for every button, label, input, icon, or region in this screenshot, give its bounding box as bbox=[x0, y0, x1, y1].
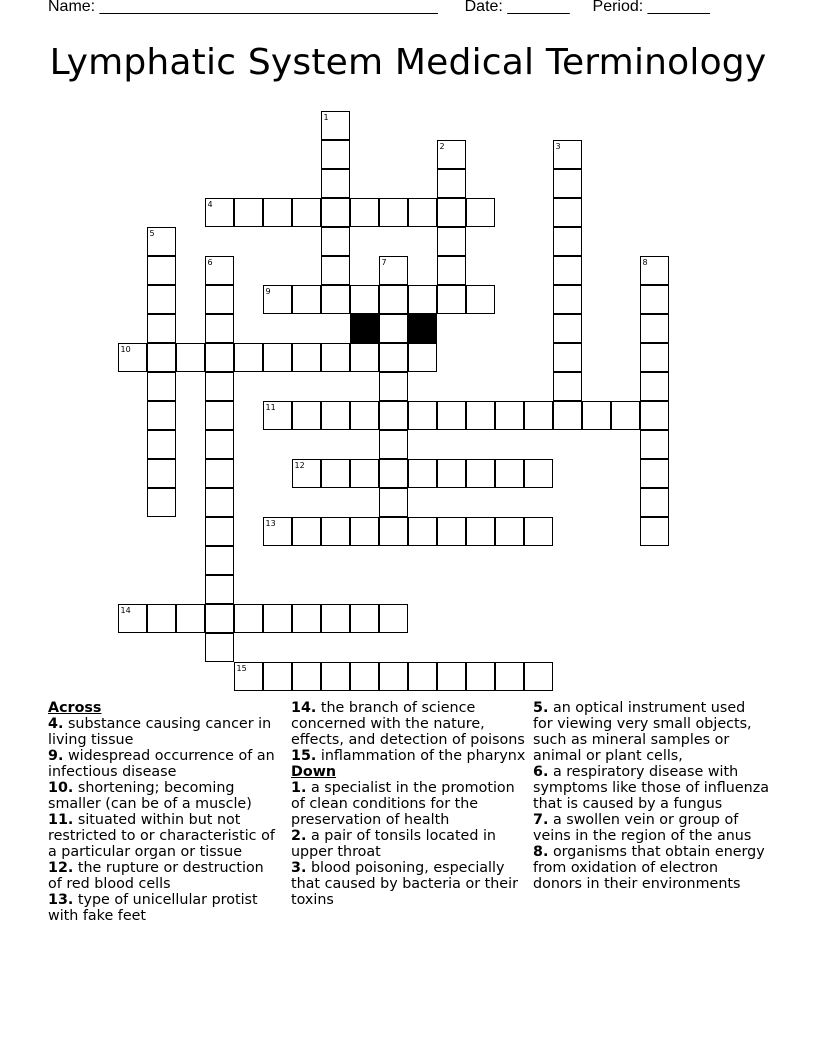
grid-cell[interactable] bbox=[263, 662, 292, 691]
grid-cell[interactable] bbox=[379, 430, 408, 459]
grid-cell[interactable] bbox=[205, 633, 234, 662]
grid-cell[interactable] bbox=[263, 401, 292, 430]
grid-cell[interactable] bbox=[205, 285, 234, 314]
grid-cell[interactable] bbox=[466, 459, 495, 488]
grid-cell[interactable] bbox=[205, 430, 234, 459]
grid-cell[interactable] bbox=[263, 604, 292, 633]
clue-down-3: 3. blood poisoning, especially that caused by bacteria or their toxins bbox=[291, 860, 518, 908]
grid-cell[interactable] bbox=[321, 169, 350, 198]
grid-cell[interactable] bbox=[234, 604, 263, 633]
grid-cell[interactable] bbox=[176, 343, 205, 372]
grid-cell[interactable] bbox=[640, 256, 669, 285]
date-field-label: Date: _______ bbox=[464, 0, 570, 15]
grid-cell[interactable] bbox=[321, 343, 350, 372]
clue-number: 12 bbox=[294, 460, 305, 470]
grid-cell[interactable] bbox=[205, 314, 234, 343]
grid-cell[interactable] bbox=[640, 459, 669, 488]
clue-down-2: 2. a pair of tonsils located in upper throat bbox=[291, 828, 496, 860]
grid-cell[interactable] bbox=[379, 604, 408, 633]
grid-cell[interactable] bbox=[437, 285, 466, 314]
grid-cell[interactable] bbox=[292, 343, 321, 372]
grid-cell[interactable] bbox=[495, 517, 524, 546]
grid-cell[interactable] bbox=[176, 604, 205, 633]
grid-cell[interactable] bbox=[408, 459, 437, 488]
grid-cell[interactable] bbox=[553, 314, 582, 343]
grid-cell[interactable] bbox=[292, 285, 321, 314]
grid-cell[interactable] bbox=[466, 517, 495, 546]
grid-cell[interactable] bbox=[408, 343, 437, 372]
black-square bbox=[408, 314, 437, 343]
grid-cell[interactable] bbox=[524, 401, 553, 430]
clues-column-1 bbox=[48, 700, 276, 924]
grid-cell[interactable] bbox=[379, 198, 408, 227]
grid-cell[interactable] bbox=[263, 285, 292, 314]
grid-cell[interactable] bbox=[234, 662, 263, 691]
clues-column-3 bbox=[533, 700, 769, 892]
grid-cell[interactable] bbox=[524, 517, 553, 546]
grid-cell[interactable] bbox=[205, 488, 234, 517]
down-heading: Down bbox=[291, 764, 337, 780]
grid-cell[interactable] bbox=[118, 604, 147, 633]
grid-cell[interactable] bbox=[524, 459, 553, 488]
grid-cell[interactable] bbox=[495, 662, 524, 691]
grid-cell[interactable] bbox=[437, 227, 466, 256]
grid-cell[interactable] bbox=[147, 401, 176, 430]
grid-cell[interactable] bbox=[292, 517, 321, 546]
clue-down-1: 1. a specialist in the promotion of clean conditions for the preservation of health bbox=[291, 780, 515, 828]
grid-cell[interactable] bbox=[437, 256, 466, 285]
grid-cell[interactable] bbox=[408, 517, 437, 546]
grid-cell[interactable] bbox=[147, 430, 176, 459]
grid-cell[interactable] bbox=[437, 198, 466, 227]
grid-cell[interactable] bbox=[553, 256, 582, 285]
grid-cell[interactable] bbox=[553, 227, 582, 256]
grid-cell[interactable] bbox=[321, 401, 350, 430]
grid-cell[interactable] bbox=[321, 227, 350, 256]
clue-across-10: 10. shortening; becoming smaller (can be of a muscle) bbox=[48, 780, 252, 812]
clue-number: 15 bbox=[236, 663, 247, 673]
grid-cell[interactable] bbox=[640, 372, 669, 401]
grid-cell[interactable] bbox=[205, 604, 234, 633]
grid-cell[interactable] bbox=[205, 459, 234, 488]
grid-cell[interactable] bbox=[292, 198, 321, 227]
grid-cell[interactable] bbox=[147, 227, 176, 256]
grid-cell[interactable] bbox=[437, 401, 466, 430]
grid-cell[interactable] bbox=[147, 459, 176, 488]
grid-cell[interactable] bbox=[379, 343, 408, 372]
clue-number: 8 bbox=[642, 257, 648, 267]
grid-cell[interactable] bbox=[350, 459, 379, 488]
grid-cell[interactable] bbox=[640, 517, 669, 546]
period-field-label: Period: _______ bbox=[592, 0, 710, 15]
clue-number: 4 bbox=[207, 199, 213, 209]
grid-cell[interactable] bbox=[379, 285, 408, 314]
grid-cell[interactable] bbox=[379, 459, 408, 488]
grid-cell[interactable] bbox=[553, 343, 582, 372]
grid-cell[interactable] bbox=[321, 662, 350, 691]
grid-cell[interactable] bbox=[466, 401, 495, 430]
grid-cell[interactable] bbox=[350, 401, 379, 430]
grid-cell[interactable] bbox=[466, 285, 495, 314]
grid-cell[interactable] bbox=[321, 604, 350, 633]
grid-cell[interactable] bbox=[321, 256, 350, 285]
grid-cell[interactable] bbox=[292, 459, 321, 488]
grid-cell[interactable] bbox=[321, 140, 350, 169]
grid-cell[interactable] bbox=[350, 662, 379, 691]
grid-cell[interactable] bbox=[379, 517, 408, 546]
grid-cell[interactable] bbox=[495, 459, 524, 488]
grid-cell[interactable] bbox=[640, 430, 669, 459]
grid-cell[interactable] bbox=[118, 343, 147, 372]
grid-cell[interactable] bbox=[437, 140, 466, 169]
puzzle-title: Lymphatic System Medical Terminology bbox=[49, 42, 767, 83]
grid-cell[interactable] bbox=[205, 575, 234, 604]
grid-cell[interactable] bbox=[379, 372, 408, 401]
grid-cell[interactable] bbox=[437, 459, 466, 488]
black-square bbox=[350, 314, 379, 343]
grid-cell[interactable] bbox=[205, 372, 234, 401]
grid-cell[interactable] bbox=[466, 198, 495, 227]
grid-cell[interactable] bbox=[379, 488, 408, 517]
grid-cell[interactable] bbox=[147, 343, 176, 372]
grid-cell[interactable] bbox=[437, 169, 466, 198]
clue-across-9: 9. widespread occurrence of an infectious disease bbox=[48, 748, 275, 780]
grid-cell[interactable] bbox=[350, 604, 379, 633]
clue-number: 6 bbox=[207, 257, 213, 267]
grid-cell[interactable] bbox=[205, 546, 234, 575]
clue-number: 9 bbox=[265, 286, 271, 296]
grid-cell[interactable] bbox=[379, 314, 408, 343]
clue-number: 2 bbox=[439, 141, 445, 151]
grid-cell[interactable] bbox=[205, 256, 234, 285]
across-heading: Across bbox=[48, 700, 102, 716]
clue-number: 1 bbox=[323, 112, 329, 122]
clue-across-15: 15. inflammation of the pharynx bbox=[291, 748, 526, 764]
grid-cell[interactable] bbox=[611, 401, 640, 430]
grid-cell[interactable] bbox=[553, 401, 582, 430]
grid-cell[interactable] bbox=[553, 169, 582, 198]
grid-cell[interactable] bbox=[205, 401, 234, 430]
clue-down-8: 8. organisms that obtain energy from oxidation of electron donors in their environments bbox=[533, 844, 765, 892]
clue-number: 3 bbox=[555, 141, 561, 151]
clue-across-11: 11. situated within but not restricted to or characteristic of a particular organ or tissue bbox=[48, 812, 275, 860]
grid-cell[interactable] bbox=[524, 662, 553, 691]
grid-cell[interactable] bbox=[263, 517, 292, 546]
grid-cell[interactable] bbox=[234, 343, 263, 372]
clue-down-6: 6. a respiratory disease with symptoms like those of influenza that is caused by a fungus bbox=[533, 764, 769, 812]
grid-cell[interactable] bbox=[263, 343, 292, 372]
grid-cell[interactable] bbox=[292, 604, 321, 633]
clue-number: 11 bbox=[265, 402, 276, 412]
grid-cell[interactable] bbox=[640, 343, 669, 372]
grid-cell[interactable] bbox=[408, 401, 437, 430]
grid-cell[interactable] bbox=[350, 517, 379, 546]
grid-cell[interactable] bbox=[350, 285, 379, 314]
grid-cell[interactable] bbox=[321, 285, 350, 314]
name-field-label: Name: ______________________________________ bbox=[48, 0, 438, 15]
grid-cell[interactable] bbox=[147, 285, 176, 314]
grid-cell[interactable] bbox=[263, 198, 292, 227]
clue-across-4: 4. substance causing cancer in living tissue bbox=[48, 716, 272, 748]
grid-cell[interactable] bbox=[321, 459, 350, 488]
grid-cell[interactable] bbox=[205, 343, 234, 372]
grid-cell[interactable] bbox=[582, 401, 611, 430]
clue-number: 10 bbox=[120, 344, 131, 354]
clue-number: 7 bbox=[381, 257, 387, 267]
grid-cell[interactable] bbox=[640, 285, 669, 314]
clue-number: 13 bbox=[265, 518, 276, 528]
grid-cell[interactable] bbox=[408, 198, 437, 227]
grid-cell[interactable] bbox=[379, 662, 408, 691]
grid-cell[interactable] bbox=[640, 401, 669, 430]
grid-cell[interactable] bbox=[640, 488, 669, 517]
grid-cell[interactable] bbox=[640, 314, 669, 343]
grid-cell[interactable] bbox=[350, 198, 379, 227]
grid-cell[interactable] bbox=[379, 256, 408, 285]
grid-cell[interactable] bbox=[205, 517, 234, 546]
clue-across-14: 14. the branch of science concerned with the nature, effects, and detection of poisons bbox=[291, 700, 525, 748]
grid-cell[interactable] bbox=[147, 488, 176, 517]
grid-cell[interactable] bbox=[321, 198, 350, 227]
clues-column-2 bbox=[291, 700, 527, 908]
grid-cell[interactable] bbox=[466, 662, 495, 691]
clue-across-13: 13. type of unicellular protist with fake feet bbox=[48, 892, 258, 924]
grid-cell[interactable] bbox=[147, 604, 176, 633]
grid-cell[interactable] bbox=[408, 662, 437, 691]
grid-cell[interactable] bbox=[553, 140, 582, 169]
grid-cell[interactable] bbox=[147, 314, 176, 343]
grid-cell[interactable] bbox=[553, 198, 582, 227]
grid-cell[interactable] bbox=[147, 372, 176, 401]
grid-cell[interactable] bbox=[234, 198, 263, 227]
clue-number: 14 bbox=[120, 605, 131, 615]
clue-down-7: 7. a swollen vein or group of veins in the region of the anus bbox=[533, 812, 752, 844]
grid-cell[interactable] bbox=[292, 662, 321, 691]
grid-cell[interactable] bbox=[437, 517, 466, 546]
grid-cell[interactable] bbox=[321, 517, 350, 546]
clue-number: 5 bbox=[149, 228, 155, 238]
grid-cell[interactable] bbox=[553, 285, 582, 314]
grid-cell[interactable] bbox=[205, 198, 234, 227]
grid-cell[interactable] bbox=[350, 343, 379, 372]
grid-cell[interactable] bbox=[553, 372, 582, 401]
clue-across-12: 12. the rupture or destruction of red blood cells bbox=[48, 860, 264, 892]
clue-down-5: 5. an optical instrument used for viewing very small objects, such as mineral samples or animal or plant cells, bbox=[533, 700, 752, 764]
grid-cell[interactable] bbox=[292, 401, 321, 430]
grid-cell[interactable] bbox=[321, 111, 350, 140]
grid-cell[interactable] bbox=[147, 256, 176, 285]
grid-cell[interactable] bbox=[437, 662, 466, 691]
grid-cell[interactable] bbox=[408, 285, 437, 314]
grid-cell[interactable] bbox=[379, 401, 408, 430]
grid-cell[interactable] bbox=[495, 401, 524, 430]
